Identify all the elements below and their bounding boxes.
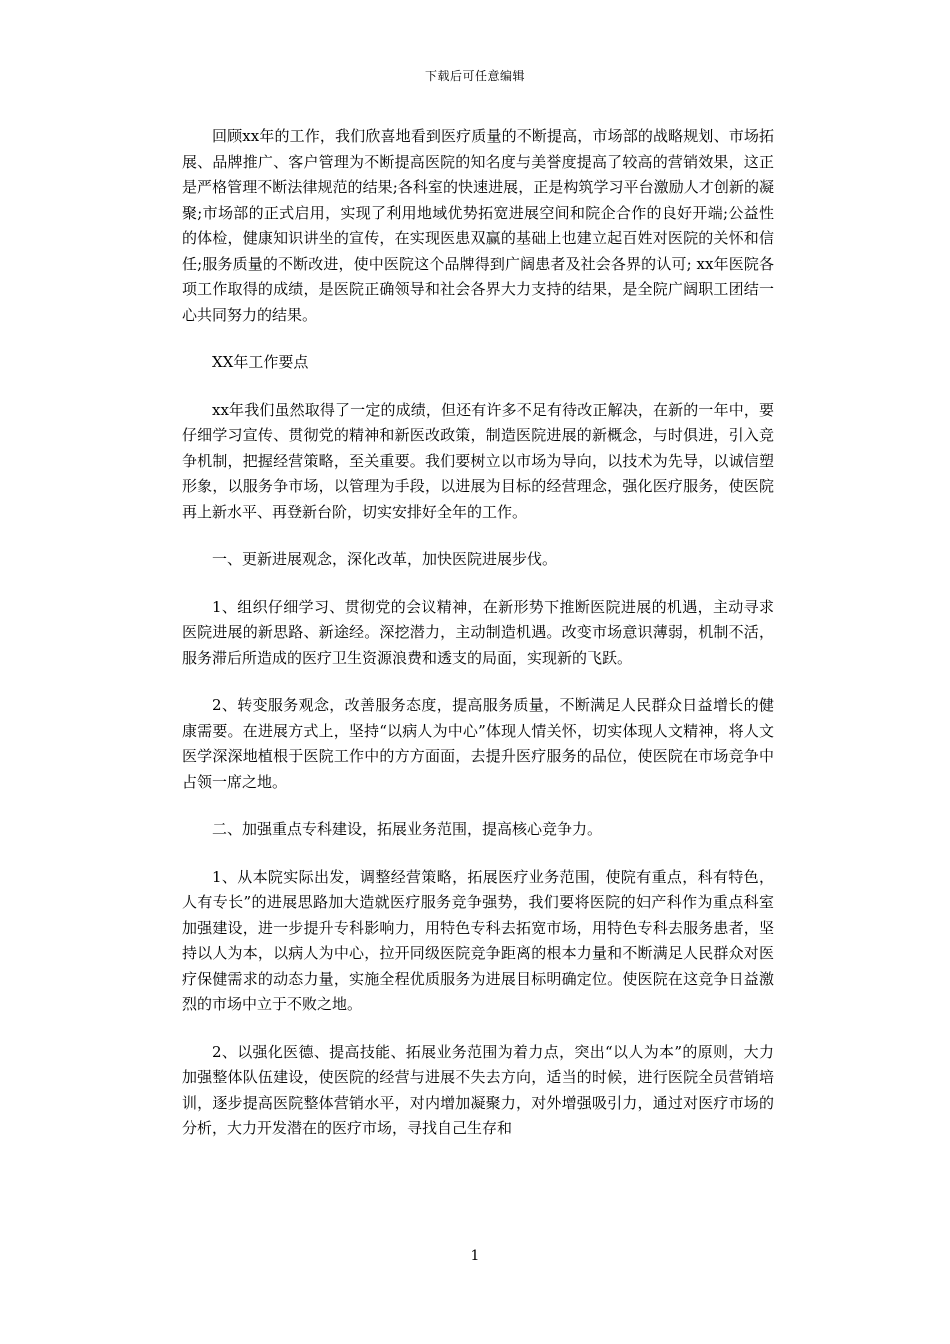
paragraph-two-2: 2、以强化医德、提高技能、拓展业务范围为着力点，突出“以人为本”的原则，大力加强整体队伍建设，使医院的经营与进展不失去方向，适当的时候，进行医院全员营销培训，逐步提高医院整体营销水平，对内增加凝聚力，对外增强吸引力，通过对医疗市场的分析，大力开发潜在的医疗市场，寻找自己生存和 bbox=[182, 1042, 774, 1137]
section-heading-two: 二、加强重点专科建设，拓展业务范围，提高核心竞争力。 bbox=[212, 820, 603, 838]
section-heading-one: 一、更新进展观念，深化改革，加快医院进展步伐。 bbox=[212, 550, 558, 568]
paragraph-one-1: 1、组织仔细学习、贯彻党的会议精神，在新形势下推断医院进展的机遇，主动寻求医院进展的新思路、新途经。深挖潜力，主动制造机遇。改变市场意识薄弱，机制不活，服务滞后所造成的医疗卫生资源浪费和透支的局面，实现新的飞跃。 bbox=[182, 597, 774, 667]
paragraph-key-points: xx年我们虽然取得了一定的成绩，但还有许多不足有待改正解决，在新的一年中，要仔细学习宣传、贯彻党的精神和新医改政策，制造医院进展的新概念，与时俱进，引入竞争机制，把握经营策略，至关重要。我们要树立以市场为导向，以技术为先导，以诚信塑形象，以服务争市场，以管理为手段，以进展为目标的经营理念，强化医疗服务，使医院再上新水平、再登新台阶，切实安排好全年的工作。 bbox=[182, 400, 774, 521]
paragraph-review: 回顾xx年的工作，我们欣喜地看到医疗质量的不断提高，市场部的战略规划、市场拓展、品牌推广、客户管理为不断提高医院的知名度与美誉度提高了较高的营销效果，这正是严格管理不断法律规范的结果;各科室的快速进展，正是构筑学习平台激励人才创新的凝聚;市场部的正式启用，实现了利用地域优势拓宽进展空间和院企合作的良好开端;公益性的体检，健康知识讲坐的宣传，在实现医患双赢的基础上也建立起百姓对医院的关怀和信任;服务质量的不断改进，使中医院这个品牌得到广阔患者及社会各界的认可; xx年医院各项工作取得的成绩，是医院正确领导和社会各界大力支持的结果，是全院广阔职工团结一心共同努力的结果。 bbox=[182, 127, 774, 324]
paragraph-two-1: 1、从本院实际出发，调整经营策略，拓展医疗业务范围，使院有重点，科有特色，人有专长”的进展思路加大造就医疗服务竞争强势，我们要将医院的妇产科作为重点科室加强建设，进一步提升专科影响力，用特色专科去拓宽市场，用特色专科去服务患者，坚持以人为本，以病人为中心，拉开同级医院竞争距离的根本力量和不断满足人民群众对医疗保健需求的动态力量，实施全程优质服务为进展目标明确定位。使医院在这竞争日益激烈的市场中立于不败之地。 bbox=[182, 867, 774, 1013]
document-body bbox=[182, 124, 774, 1164]
section-heading-key-points: XX年工作要点 bbox=[212, 353, 309, 371]
paragraph-one-2: 2、转变服务观念，改善服务态度，提高服务质量，不断满足人民群众日益增长的健康需要。在进展方式上，坚持“以病人为中心”体现人情关怀，切实体现人文精神，将人文医学深深地植根于医院工作中的方方面面，去提升医疗服务的品位，使医院在市场竞争中占领一席之地。 bbox=[182, 696, 774, 791]
page-header: 下载后可任意编辑 bbox=[424, 69, 525, 83]
page-number: 1 bbox=[470, 1248, 480, 1264]
